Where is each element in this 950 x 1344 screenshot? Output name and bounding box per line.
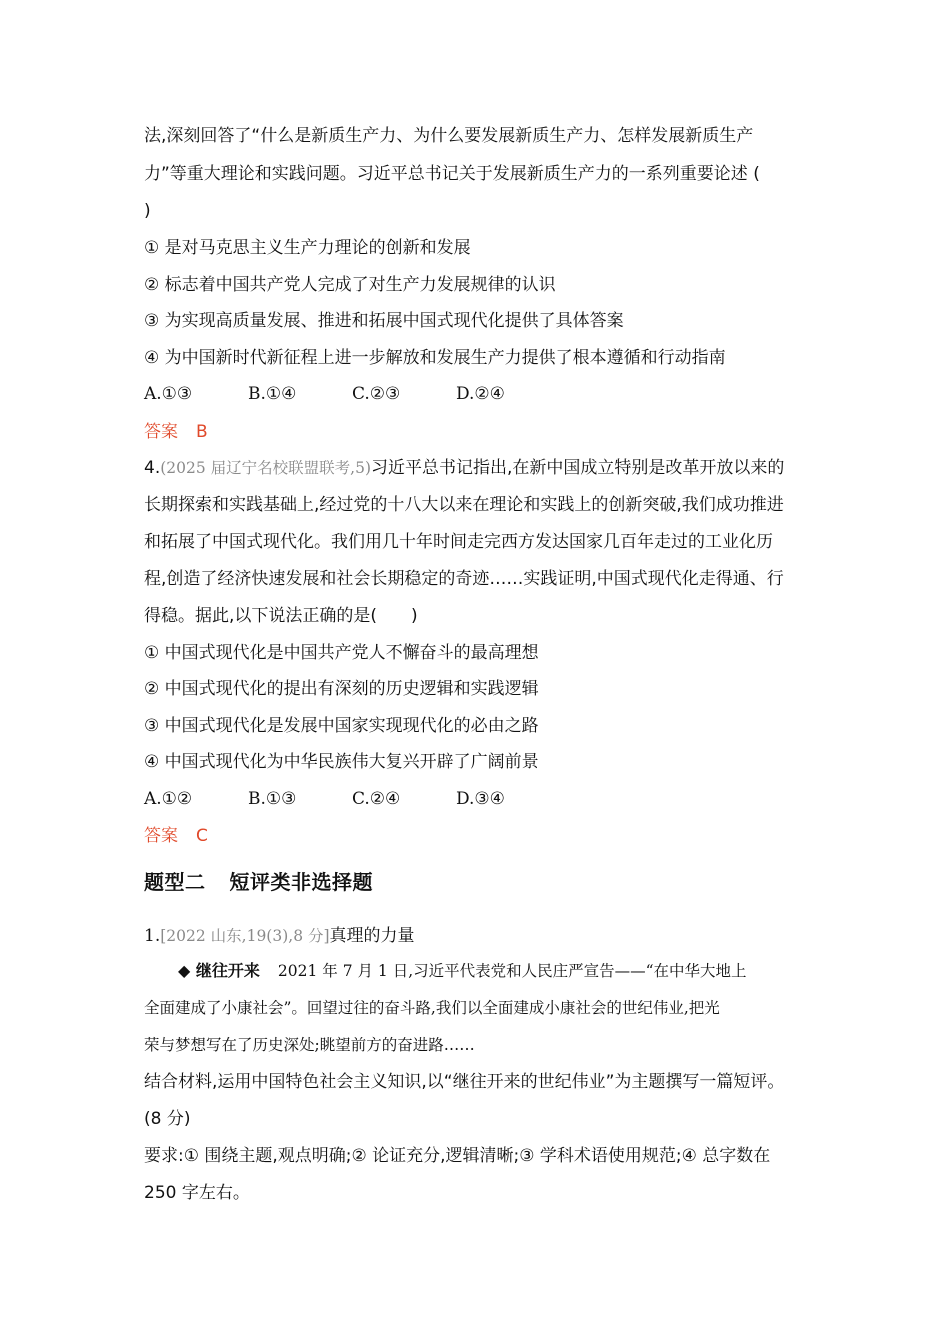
q4-option-b: B.①③	[248, 789, 297, 809]
q4-option-d: D.③④	[456, 789, 505, 809]
q1-number: 1.	[144, 926, 161, 946]
q4-number: 4.	[144, 458, 161, 478]
q1-task-line-2: (8 分)	[144, 1109, 191, 1129]
q3-stem-line-3: )	[144, 201, 151, 221]
q1-title: 真理的力量	[329, 926, 415, 946]
q3-answer-value: B	[196, 422, 208, 442]
q3-option-d: D.②④	[456, 384, 505, 404]
section-heading	[144, 868, 830, 896]
q1-material-text-1: 2021 年 7 月 1 日,习近平代表党和人民庄严宣告——“在中华大地上	[277, 962, 747, 980]
q4-stem-line-1	[144, 456, 830, 480]
q3-item-2: ② 标志着中国共产党人完成了对生产力发展规律的认识	[144, 275, 556, 295]
q3-option-a: A.①③	[144, 384, 193, 404]
q4-answer-label: 答案	[144, 826, 178, 846]
q3-answer-label: 答案	[144, 422, 178, 442]
q4-item-1: ① 中国式现代化是中国共产党人不懈奋斗的最高理想	[144, 643, 539, 663]
q4-stem-line-2: 长期探索和实践基础上,经过党的十八大以来在理论和实践上的创新突破,我们成功推进	[144, 495, 784, 515]
q3-item-3: ③ 为实现高质量发展、推进和拓展中国式现代化提供了具体答案	[144, 311, 624, 331]
q3-option-b: B.①④	[248, 384, 297, 404]
q3-option-c: C.②③	[352, 384, 401, 404]
section-title-a: 题型二	[144, 870, 206, 894]
q4-item-4: ④ 中国式现代化为中华民族伟大复兴开辟了广阔前景	[144, 752, 539, 772]
q4-options	[144, 787, 830, 811]
q1-source: [2022 山东,19(3),8 分]	[160, 927, 330, 945]
q1-task-line-3: 要求:① 围绕主题,观点明确;② 论证充分,逻辑清晰;③ 学科术语使用规范;④ 总字数在	[144, 1146, 771, 1166]
q4-stem-line-3: 和拓展了中国式现代化。我们用几十年时间走完西方发达国家几百年走过的工业化历	[144, 532, 773, 552]
q4-stem-line-5: 得稳。据此,以下说法正确的是( )	[144, 606, 418, 626]
section-title-b: 短评类非选择题	[229, 870, 373, 894]
q4-answer	[144, 824, 830, 848]
q3-item-4: ④ 为中国新时代新征程上进一步解放和发展生产力提供了根本遵循和行动指南	[144, 348, 726, 368]
q4-stem-line-4: 程,创造了经济快速发展和社会长期稳定的奇迹……实践证明,中国式现代化走得通、行	[144, 569, 784, 589]
q3-stem-line-1: 法,深刻回答了“什么是新质生产力、为什么要发展新质生产力、怎样发展新质生产	[144, 126, 754, 146]
q3-item-1: ① 是对马克思主义生产力理论的创新和发展	[144, 238, 471, 258]
q1-header	[144, 924, 830, 948]
q1-material-line-1	[178, 959, 830, 983]
q3-answer	[144, 420, 830, 444]
q3-stem-line-2: 力”等重大理论和实践问题。习近平总书记关于发展新质生产力的一系列重要论述 (	[144, 164, 760, 184]
q1-material-line-2: 全面建成了小康社会”。回望过往的奋斗路,我们以全面建成小康社会的世纪伟业,把光	[144, 999, 720, 1017]
q1-material-line-3: 荣与梦想写在了历史深处;眺望前方的奋进路……	[144, 1036, 475, 1054]
q4-option-a: A.①②	[144, 789, 193, 809]
q1-task-line-1: 结合材料,运用中国特色社会主义知识,以“继往开来的世纪伟业”为主题撰写一篇短评。	[144, 1072, 785, 1092]
q4-stem-first: 习近平总书记指出,在新中国成立特别是改革开放以来的	[371, 458, 785, 478]
q1-material-tag: ◆ 继往开来	[178, 961, 260, 980]
q3-options	[144, 382, 830, 406]
q4-source: (2025 届辽宁名校联盟联考,5)	[160, 459, 371, 477]
q1-task-line-4: 250 字左右。	[144, 1183, 250, 1203]
q4-answer-value: C	[196, 826, 208, 846]
q4-item-3: ③ 中国式现代化是发展中国家实现现代化的必由之路	[144, 716, 539, 736]
q4-option-c: C.②④	[352, 789, 401, 809]
q4-item-2: ② 中国式现代化的提出有深刻的历史逻辑和实践逻辑	[144, 679, 539, 699]
